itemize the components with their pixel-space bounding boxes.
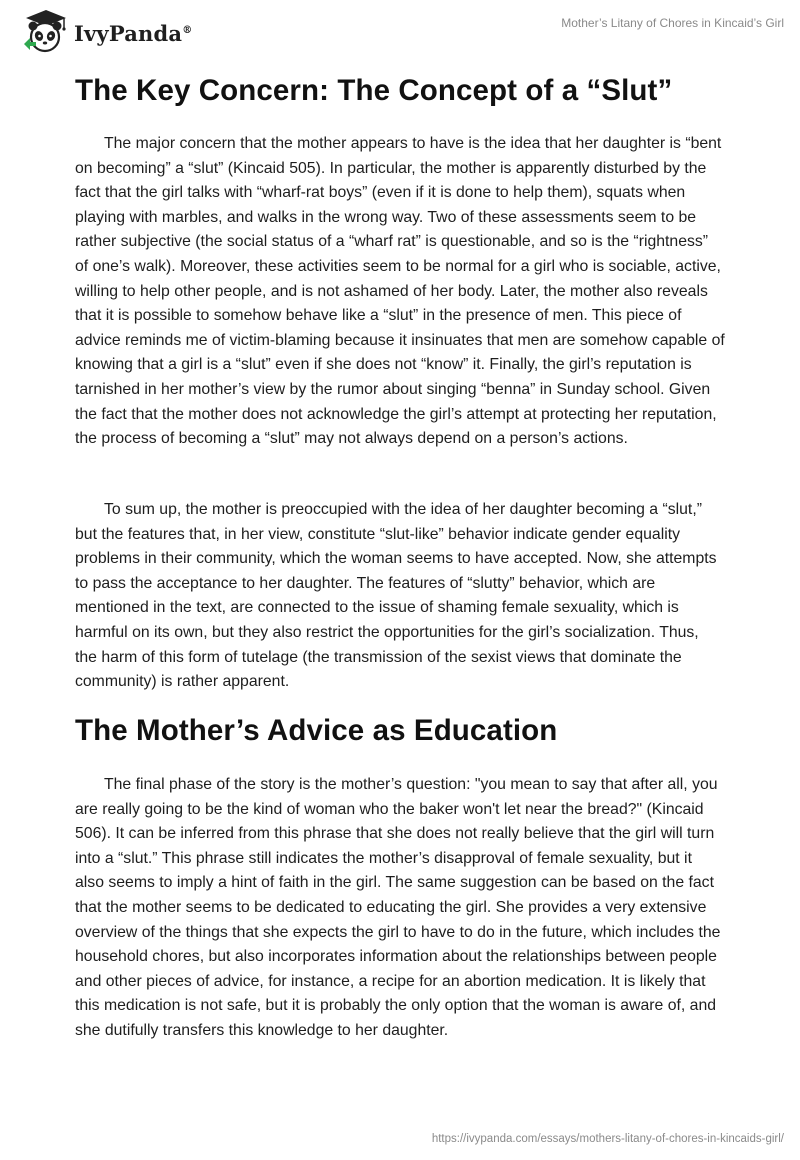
- panda-graduation-cap-logo-icon: [16, 8, 72, 56]
- page-header: [16, 8, 784, 58]
- document-title: Mother’s Litany of Chores in Kincaid’s Girl: [561, 16, 784, 30]
- section-heading-key-concern: The Key Concern: The Concept of a “Slut”: [75, 74, 673, 107]
- paragraph: To sum up, the mother is preoccupied with the idea of her daughter becoming a “slut,” but the features that, in her view, constitute “slut-like” behavior indicate gender equality problems in their community, which the woman seems to have accepted. Now, she attempts to pass the acceptance to her daughter. The features of “slutty” behavior, which are mentioned in the text, are connected to the issue of shaming female sexuality, which is harmful on its own, but they also restrict the opportunities for the girl’s socialization. Thus, the harm of this form of tutelage (the transmission of the sexist views that dominate the community) is rather apparent.: [75, 501, 717, 691]
- section-heading-advice-as-education: The Mother’s Advice as Education: [75, 714, 558, 747]
- brand-name: IvyPanda®: [74, 20, 193, 46]
- paragraph: The final phase of the story is the mother’s question: "you mean to say that after all, you are really going to be the kind of woman who the baker won't let near the bread?" (Kincaid 506). It can be inferred from this phrase that she does not really believe that the girl will turn into a “slut.” This phrase still indicates the mother’s disapproval of female sexuality, but it also seems to imply a hint of faith in the girl. The same suggestion can be based on the fact that the mother seems to be dedicated to educating the girl. She provides a very extensive overview of the things that she expects the girl to have to do in the future, which includes the household chores, but also incorporates information about the relationships between people and other pieces of advice, for instance, a recipe for an abortion medication. It is likely that this medication is not safe, but it is probably the only option that the woman is aware of, and she dutifully transfers this knowledge to her daughter.: [75, 776, 721, 1039]
- paragraph: The major concern that the mother appears to have is the idea that her daughter is “bent on becoming” a “slut” (Kincaid 505). In particular, the mother is apparently disturbed by the fact that the girl talks with “wharf-rat boys” (even if it is done to help them), squats when playing with marbles, and walks in the wrong way. Two of these assessments seem to be rather subjective (the social status of a “wharf rat” is questionable, and so is the “rightness” of one’s walk). Moreover, these activities seem to be normal for a girl who is sociable, active, willing to help other people, and is not ashamed of her body. Later, the mother also reveals that it is possible to somehow behave like a “slut” in the presence of men. This piece of advice reminds me of victim-blaming because it insinuates that men are somehow capable of knowing that a girl is a “slut” even if she does not “know” it. Finally, the girl’s reputation is tarnished in her mother’s view by the rumor about singing “benna” in Sunday school. Given the fact that the mother does not acknowledge the girl’s attempt at protecting her reputation, the process of becoming a “slut” may not always depend on a person’s actions.: [75, 135, 725, 448]
- source-url-link[interactable]: https://ivypanda.com/essays/mothers-litany-of-chores-in-kincaids-girl/: [431, 1133, 784, 1145]
- registered-mark: ®: [182, 24, 193, 36]
- brand-logo[interactable]: [16, 8, 192, 56]
